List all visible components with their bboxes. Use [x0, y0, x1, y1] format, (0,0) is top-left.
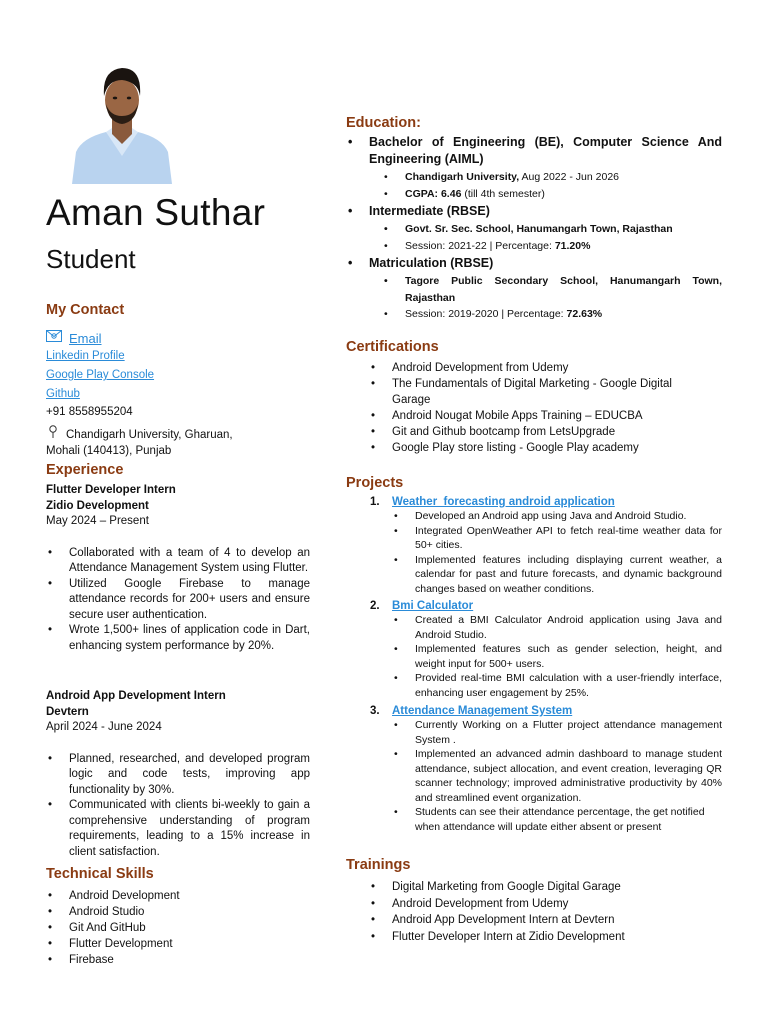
- job-bullet: • Planned, researched, and developed program logic and code tests, improving app functionality by 30%.: [46, 752, 310, 799]
- project-number: 2.: [370, 600, 380, 612]
- education-degree: • Intermediate (RBSE): [346, 203, 722, 220]
- project-title-link[interactable]: Bmi Calculator: [392, 600, 474, 612]
- job-bullet: • Communicated with clients bi-weekly to gain a comprehensive understanding of program requirements, leading to a 15% increase in client satisfaction.: [46, 798, 310, 860]
- education-list: [346, 134, 722, 168]
- project-bullets: [392, 718, 722, 834]
- project-bullet: • Developed an Android app using Java and Android Studio.: [392, 509, 722, 524]
- project-bullet: • Currently Working on a Flutter project attendance management System .: [392, 718, 722, 747]
- education-degree: • Bachelor of Engineering (BE), Computer Science And Engineering (AIML): [346, 134, 722, 168]
- project-bullet: • Implemented an advanced admin dashboard to manage student attendance, subject allocation, and event creation, leveraging QR scanner technology; improved administrative productivity by 40% and streamlined event organization.: [392, 747, 722, 805]
- training-item: • Android App Development Intern at Devtern: [369, 912, 709, 929]
- training-item: • Android Development from Udemy: [369, 896, 709, 913]
- job-dates: May 2024 – Present: [46, 515, 149, 527]
- education-detail: • Govt. Sr. Sec. School, Hanumangarh Town, Rajasthan: [382, 221, 722, 238]
- email-link[interactable]: [46, 329, 102, 347]
- job-1: [46, 483, 310, 654]
- job-bullets: [46, 752, 310, 861]
- email-icon: [46, 329, 62, 347]
- job-title: Flutter Developer Intern: [46, 484, 176, 496]
- certification-item: • Android Development from Udemy: [369, 360, 689, 376]
- address-line-2: Mohali (140413), Punjab: [46, 444, 172, 457]
- skill-item: • Firebase: [46, 952, 310, 968]
- candidate-role: Student: [46, 244, 136, 274]
- project-bullets: [392, 509, 722, 596]
- trainings-list: [369, 879, 709, 945]
- candidate-name: Aman Suthar: [46, 192, 266, 233]
- education-detail: • Tagore Public Secondary School, Hanumangarh Town, Rajasthan: [382, 273, 722, 306]
- job-bullet: • Utilized Google Firebase to manage attendance records for 200+ users and ensure secure user authentication.: [46, 577, 310, 624]
- skill-item: • Flutter Development: [46, 936, 310, 952]
- certification-item: • Google Play store listing - Google Play academy: [369, 440, 689, 456]
- address: [46, 425, 296, 459]
- education-details: [382, 169, 722, 202]
- project-3: [370, 705, 722, 834]
- job-company: Devtern: [46, 705, 89, 718]
- project-bullet: • Created a BMI Calculator Android application using Java and Android Studio.: [392, 613, 722, 642]
- project-bullets: [392, 613, 722, 700]
- job-company: Zidio Development: [46, 499, 149, 512]
- education-details: [382, 273, 722, 323]
- job-dates: April 2024 - June 2024: [46, 721, 162, 733]
- profile-photo: [68, 56, 176, 184]
- github-link[interactable]: Github: [46, 388, 80, 400]
- email-label[interactable]: Email: [69, 330, 102, 346]
- job-bullets: [46, 546, 310, 655]
- project-title-link[interactable]: Attendance Management System: [392, 705, 573, 717]
- address-line-1: Chandigarh University, Gharuan,: [66, 429, 233, 441]
- job-2: [46, 689, 310, 860]
- education-list: [346, 203, 722, 220]
- certification-item: • Android Nougat Mobile Apps Training – EDUCBA: [369, 408, 689, 424]
- certification-item: • Git and Github bootcamp from LetsUpgrade: [369, 424, 689, 440]
- education-detail: • CGPA: 6.46 (till 4th semester): [382, 186, 722, 203]
- trainings-heading: Trainings: [346, 857, 411, 873]
- education-degree: • Matriculation (RBSE): [346, 255, 722, 272]
- training-item: • Flutter Developer Intern at Zidio Development: [369, 929, 709, 946]
- project-bullet: • Integrated OpenWeather API to fetch real-time weather data for 50+ cities.: [392, 524, 722, 553]
- certification-item: • The Fundamentals of Digital Marketing - Google Digital Garage: [369, 376, 689, 408]
- location-pin-icon: [48, 425, 62, 444]
- play-console-link[interactable]: Google Play Console: [46, 369, 155, 381]
- skills-heading: Technical Skills: [46, 866, 154, 882]
- project-bullet: • Students can see their attendance percentage, the get notified when attendance will update either absent or present: [392, 805, 722, 834]
- certifications-heading: Certifications: [346, 339, 439, 355]
- skills-list: [46, 888, 310, 968]
- contact-heading: My Contact: [46, 302, 125, 318]
- project-title-link[interactable]: Weather forecasting android application: [392, 496, 615, 508]
- certifications-list: [369, 360, 689, 456]
- skill-item: • Android Development: [46, 888, 310, 904]
- education-section: [346, 134, 722, 323]
- education-list: [346, 255, 722, 272]
- project-number: 1.: [370, 496, 380, 508]
- education-detail: • Chandigarh University, Aug 2022 - Jun 2026: [382, 169, 722, 186]
- training-item: • Digital Marketing from Google Digital Garage: [369, 879, 709, 896]
- project-bullet: • Implemented features such as gender selection, height, and weight input for 500+ users.: [392, 642, 722, 671]
- skill-item: • Git And GitHub: [46, 920, 310, 936]
- project-bullet: • Provided real-time BMI calculation with a user-friendly interface, enhancing user engagement by 25%.: [392, 671, 722, 700]
- education-heading: Education:: [346, 115, 421, 131]
- project-1: [370, 496, 722, 596]
- phone-number: +91 8558955204: [46, 406, 133, 418]
- job-bullet: • Wrote 1,500+ lines of application code in Dart, enhancing system performance by 20%.: [46, 623, 310, 654]
- project-bullet: • Implemented features including displaying current weather, a calendar for past and future forecasts, and dynamic background changes based on weather conditions.: [392, 553, 722, 597]
- project-2: [370, 600, 722, 700]
- project-number: 3.: [370, 705, 380, 717]
- job-title: Android App Development Intern: [46, 690, 226, 702]
- education-detail: • Session: 2021-22 | Percentage: 71.20%: [382, 238, 722, 255]
- job-bullet: • Collaborated with a team of 4 to develop an Attendance Management System using Flutter.: [46, 546, 310, 577]
- education-details: [382, 221, 722, 254]
- skill-item: • Android Studio: [46, 904, 310, 920]
- projects-heading: Projects: [346, 475, 404, 491]
- experience-heading: Experience: [46, 462, 124, 478]
- linkedin-link[interactable]: Linkedin Profile: [46, 350, 125, 362]
- education-detail: • Session: 2019-2020 | Percentage: 72.63%: [382, 306, 722, 323]
